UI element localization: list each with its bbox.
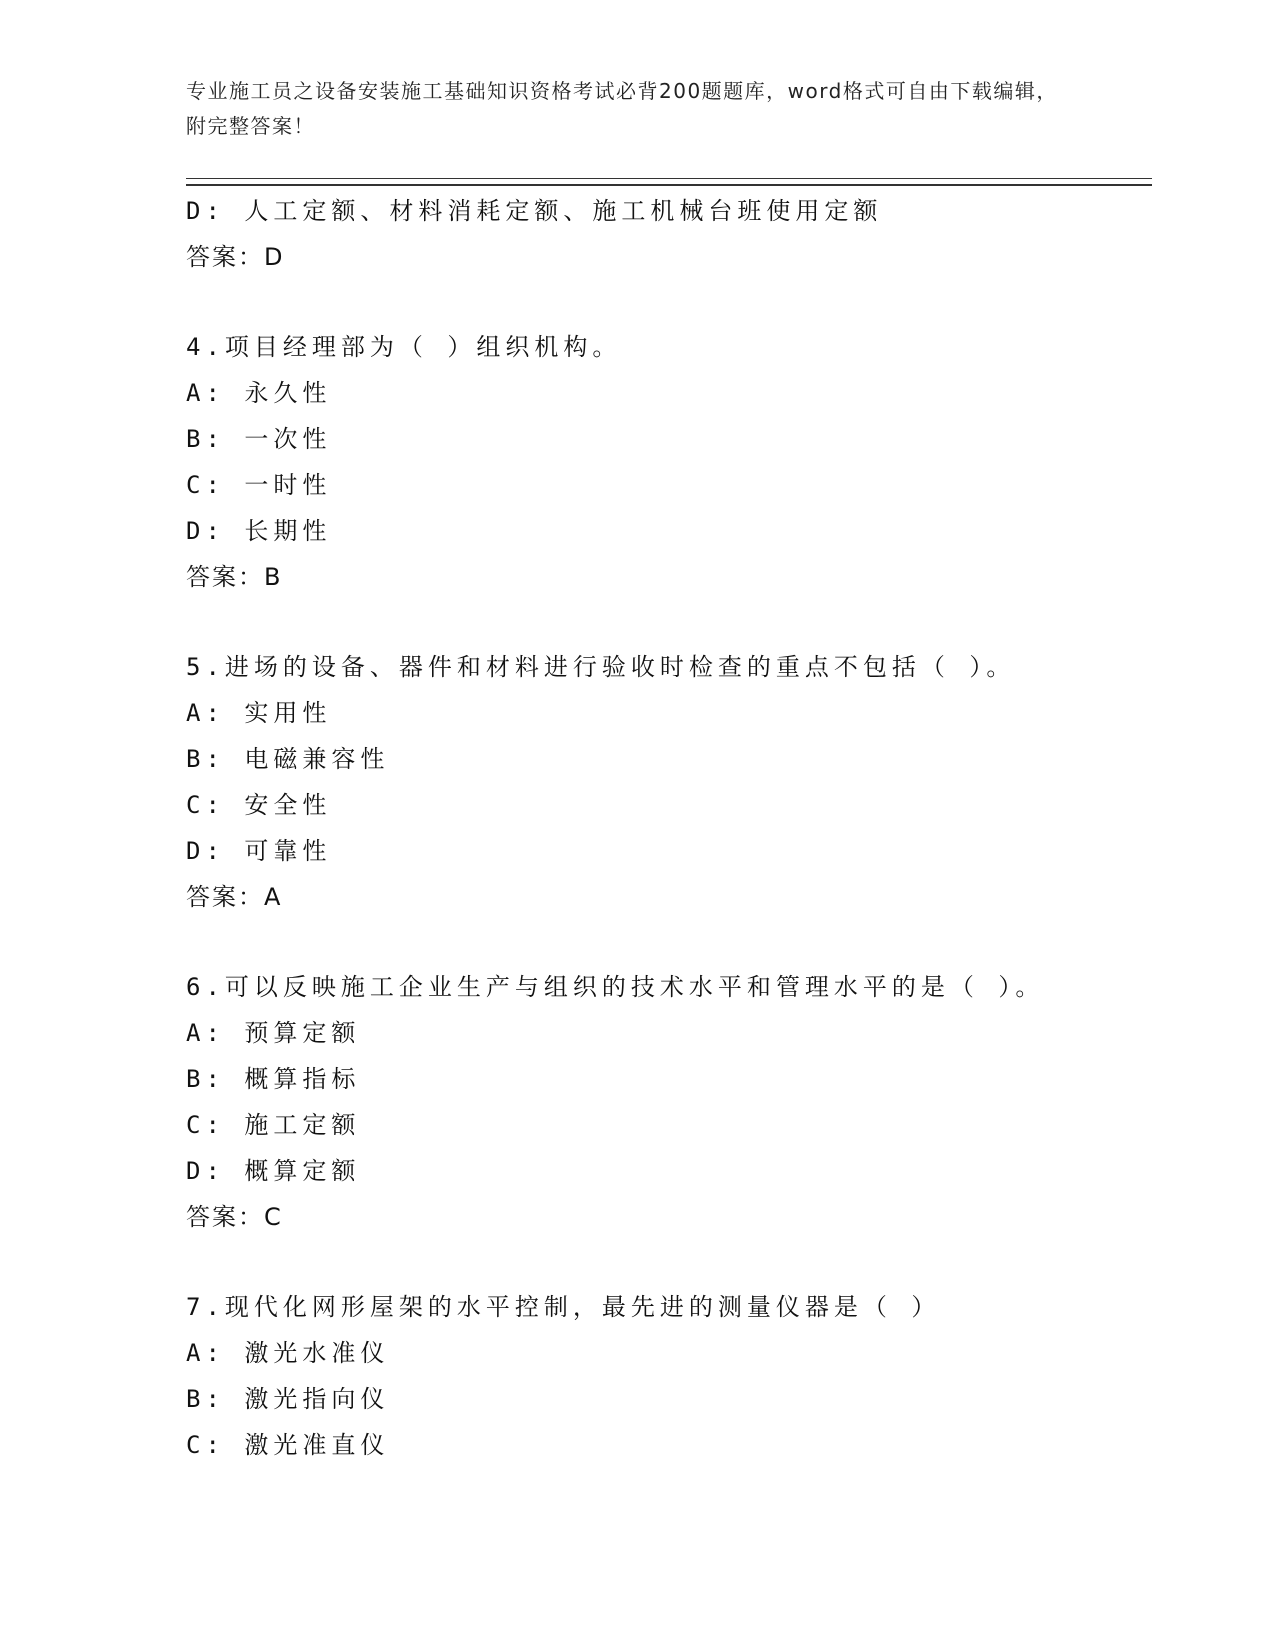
question-6-stem: 6.可以反映施工企业生产与组织的技术水平和管理水平的是（ ）。 [186,973,1045,1001]
question-4-option-c: C: 一时性 [186,471,332,499]
question-5-option-d: D: 可靠性 [186,837,332,865]
question-4-option-b: B: 一次性 [186,425,332,453]
question-list [186,188,1146,1468]
question-4-stem: 4.项目经理部为（ ）组织机构。 [186,333,622,361]
question-5-option-b: B: 电磁兼容性 [186,745,390,773]
question-4-option-d: D: 长期性 [186,517,332,545]
question-6-option-b: B: 概算指标 [186,1065,361,1093]
question-7-option-c: C: 激光准直仪 [186,1431,390,1459]
question-6-option-d: D: 概算定额 [186,1157,361,1185]
question-5-stem: 5.进场的设备、器件和材料进行验收时检查的重点不包括（ ）。 [186,653,1016,681]
question-7-option-a: A: 激光水准仪 [186,1339,390,1367]
question-5-option-a: A: 实用性 [186,699,332,727]
question-6-answer: 答案：C [186,1203,283,1231]
question-4-option-a: A: 永久性 [186,379,332,407]
question-6-option-c: C: 施工定额 [186,1111,361,1139]
question-7-stem: 7.现代化网形屋架的水平控制，最先进的测量仪器是（ ） [186,1293,941,1321]
question-5-answer: 答案：A [186,883,283,911]
question-6-option-a: A: 预算定额 [186,1019,361,1047]
question-3-answer: 答案：D [186,243,285,271]
question-5-option-c: C: 安全性 [186,791,332,819]
spacer [186,280,1146,324]
header-divider [186,178,1152,186]
question-7-option-b: B: 激光指向仪 [186,1385,390,1413]
spacer [186,1240,1146,1284]
spacer [186,600,1146,644]
question-3-option-d: D: 人工定额、材料消耗定额、施工机械台班使用定额 [186,197,883,225]
question-4-answer: 答案：B [186,563,283,591]
document-header-intro: 专业施工员之设备安装施工基础知识资格考试必背200题题库，word格式可自由下载编辑，附完整答案！ [186,79,1058,138]
spacer [186,920,1146,964]
